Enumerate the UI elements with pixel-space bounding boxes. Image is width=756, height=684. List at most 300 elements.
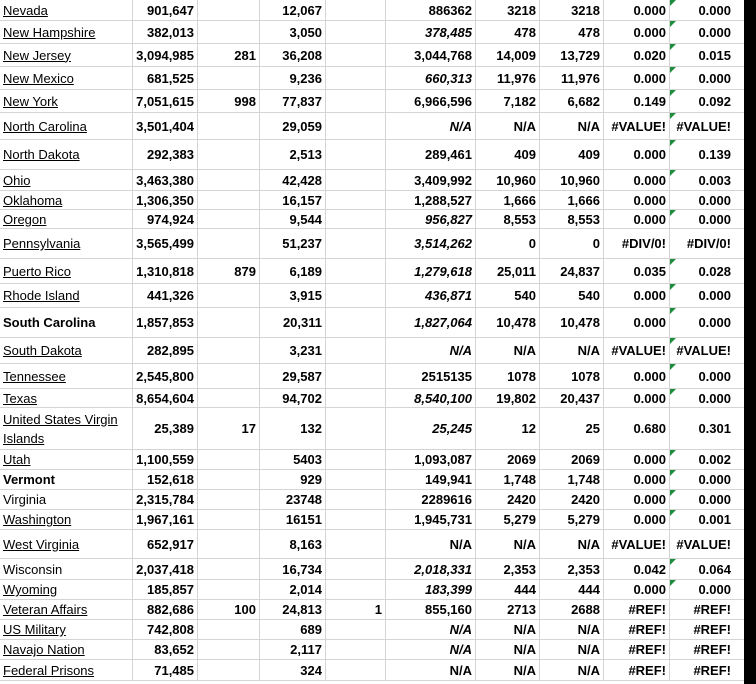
value-e-cell[interactable] — [476, 191, 540, 209]
state-name-cell[interactable] — [0, 90, 133, 112]
value-d-cell[interactable] — [386, 308, 476, 337]
value-d-cell[interactable] — [386, 210, 476, 228]
value-b-cell[interactable] — [260, 259, 326, 283]
value-a-cell[interactable] — [198, 140, 260, 169]
value-f-cell[interactable] — [540, 510, 604, 529]
value-b-cell[interactable] — [260, 490, 326, 509]
ratio-a-cell[interactable] — [604, 580, 670, 599]
value-d-cell[interactable] — [386, 530, 476, 558]
population-cell[interactable] — [133, 510, 198, 529]
value-b-cell[interactable] — [260, 210, 326, 228]
population-cell[interactable] — [133, 284, 198, 307]
population-cell[interactable] — [133, 113, 198, 139]
ratio-b-cell[interactable] — [670, 389, 734, 407]
value-b-cell[interactable] — [260, 229, 326, 258]
value-c-cell[interactable] — [326, 510, 386, 529]
value-d-cell[interactable] — [386, 559, 476, 579]
population-cell[interactable] — [133, 530, 198, 558]
value-a-cell[interactable] — [198, 660, 260, 680]
value-c-cell[interactable] — [326, 580, 386, 599]
value-a-cell[interactable] — [198, 210, 260, 228]
value-c-cell[interactable] — [326, 170, 386, 190]
value-c-cell[interactable] — [326, 308, 386, 337]
value-d-cell[interactable] — [386, 259, 476, 283]
ratio-b-cell[interactable] — [670, 364, 734, 388]
value-e-cell[interactable] — [476, 338, 540, 363]
ratio-b-text: 0.003 — [698, 172, 731, 188]
population-cell[interactable] — [133, 408, 198, 449]
state-name-cell[interactable] — [0, 21, 133, 43]
value-c-cell[interactable] — [326, 284, 386, 307]
state-name-cell[interactable] — [0, 140, 133, 169]
value-e-cell[interactable] — [476, 530, 540, 558]
value-e-cell[interactable] — [476, 90, 540, 112]
population-cell[interactable] — [133, 0, 198, 20]
value-b-cell[interactable] — [260, 191, 326, 209]
value-c-cell[interactable] — [326, 600, 386, 619]
value-d-text: N/A — [449, 622, 472, 637]
state-name-cell[interactable] — [0, 210, 133, 228]
value-a-cell[interactable] — [198, 21, 260, 43]
state-name-cell[interactable] — [0, 364, 133, 388]
ratio-a-cell[interactable] — [604, 530, 670, 558]
population-cell[interactable] — [133, 470, 198, 489]
ratio-b-cell[interactable] — [670, 191, 734, 209]
value-a-cell[interactable] — [198, 0, 260, 20]
value-a-cell[interactable] — [198, 620, 260, 639]
value-d-cell[interactable] — [386, 0, 476, 20]
ratio-a-cell[interactable] — [604, 660, 670, 680]
value-e-cell[interactable] — [476, 580, 540, 599]
population-cell[interactable] — [133, 229, 198, 258]
value-d-cell[interactable] — [386, 284, 476, 307]
value-e-cell[interactable] — [476, 170, 540, 190]
value-c-cell[interactable] — [326, 470, 386, 489]
value-e-cell[interactable] — [476, 640, 540, 659]
ratio-b-cell[interactable] — [670, 450, 734, 469]
population-cell[interactable] — [133, 450, 198, 469]
value-f-cell[interactable] — [540, 170, 604, 190]
population-cell[interactable] — [133, 308, 198, 337]
ratio-a-cell[interactable] — [604, 389, 670, 407]
state-name-cell[interactable] — [0, 620, 133, 639]
state-name-cell[interactable] — [0, 470, 133, 489]
value-b-cell[interactable] — [260, 620, 326, 639]
value-a-cell[interactable] — [198, 284, 260, 307]
population-cell[interactable] — [133, 44, 198, 66]
value-e-cell[interactable] — [476, 620, 540, 639]
value-c-cell[interactable] — [326, 530, 386, 558]
value-d-cell[interactable] — [386, 490, 476, 509]
ratio-b-cell[interactable] — [670, 640, 734, 659]
value-f-cell[interactable] — [540, 308, 604, 337]
value-f-cell[interactable] — [540, 210, 604, 228]
value-d-cell[interactable] — [386, 510, 476, 529]
value-e-cell[interactable] — [476, 259, 540, 283]
state-name-cell[interactable] — [0, 67, 133, 89]
ratio-b-cell[interactable] — [670, 44, 734, 66]
value-c-cell[interactable] — [326, 408, 386, 449]
value-e-cell[interactable] — [476, 600, 540, 619]
value-b-cell[interactable] — [260, 580, 326, 599]
value-f-cell[interactable] — [540, 620, 604, 639]
value-b-cell[interactable] — [260, 44, 326, 66]
value-a-cell[interactable] — [198, 450, 260, 469]
value-b-cell[interactable] — [260, 67, 326, 89]
state-name-cell[interactable] — [0, 580, 133, 599]
value-d-cell[interactable] — [386, 580, 476, 599]
ratio-a-cell[interactable] — [604, 490, 670, 509]
state-name-cell[interactable] — [0, 640, 133, 659]
value-f-cell[interactable] — [540, 490, 604, 509]
ratio-a-cell[interactable] — [604, 21, 670, 43]
state-name-cell[interactable] — [0, 44, 133, 66]
state-name-cell[interactable] — [0, 530, 133, 558]
value-f-cell[interactable] — [540, 389, 604, 407]
ratio-b-cell[interactable] — [670, 113, 734, 139]
value-a-cell[interactable] — [198, 90, 260, 112]
value-f-text: 1,748 — [567, 472, 600, 487]
value-b-cell[interactable] — [260, 364, 326, 388]
value-f-cell[interactable] — [540, 600, 604, 619]
value-c-cell[interactable] — [326, 191, 386, 209]
ratio-b-cell[interactable] — [670, 308, 734, 337]
state-name-cell[interactable] — [0, 113, 133, 139]
value-c-cell[interactable] — [326, 259, 386, 283]
value-c-cell[interactable] — [326, 67, 386, 89]
population-cell[interactable] — [133, 67, 198, 89]
ratio-b-cell[interactable] — [670, 600, 734, 619]
value-e-cell[interactable] — [476, 559, 540, 579]
value-b-cell[interactable] — [260, 338, 326, 363]
value-a-cell[interactable] — [198, 44, 260, 66]
ratio-a-cell[interactable] — [604, 338, 670, 363]
value-a-cell[interactable] — [198, 308, 260, 337]
population-cell[interactable] — [133, 338, 198, 363]
value-d-cell[interactable] — [386, 229, 476, 258]
ratio-b-cell[interactable] — [670, 229, 734, 258]
value-d-cell[interactable] — [386, 389, 476, 407]
ratio-b-cell[interactable] — [670, 90, 734, 112]
ratio-b-cell[interactable] — [670, 140, 734, 169]
value-e-cell[interactable] — [476, 660, 540, 680]
value-c-cell[interactable] — [326, 44, 386, 66]
ratio-a-cell[interactable] — [604, 67, 670, 89]
value-c-cell[interactable] — [326, 640, 386, 659]
ratio-a-cell[interactable] — [604, 364, 670, 388]
value-a-cell[interactable] — [198, 170, 260, 190]
population-cell[interactable] — [133, 490, 198, 509]
value-b-cell[interactable] — [260, 640, 326, 659]
value-b-cell[interactable] — [260, 0, 326, 20]
ratio-a-cell[interactable] — [604, 470, 670, 489]
ratio-a-cell[interactable] — [604, 308, 670, 337]
value-c-cell[interactable] — [326, 364, 386, 388]
value-c-cell[interactable] — [326, 0, 386, 20]
value-c-cell[interactable] — [326, 559, 386, 579]
ratio-b-cell[interactable] — [670, 510, 734, 529]
value-c-cell[interactable] — [326, 21, 386, 43]
value-e-cell[interactable] — [476, 510, 540, 529]
value-e-cell[interactable] — [476, 308, 540, 337]
value-f-cell[interactable] — [540, 140, 604, 169]
value-e-cell[interactable] — [476, 113, 540, 139]
value-f-cell[interactable] — [540, 259, 604, 283]
state-name-cell[interactable] — [0, 259, 133, 283]
state-name-cell[interactable] — [0, 559, 133, 579]
value-b-cell[interactable] — [260, 113, 326, 139]
ratio-b-cell[interactable] — [670, 170, 734, 190]
value-a-cell[interactable] — [198, 530, 260, 558]
value-c-cell[interactable] — [326, 229, 386, 258]
value-a-cell[interactable] — [198, 600, 260, 619]
population-cell[interactable] — [133, 21, 198, 43]
ratio-a-cell[interactable] — [604, 559, 670, 579]
state-name-cell[interactable] — [0, 338, 133, 363]
value-b-cell[interactable] — [260, 450, 326, 469]
value-e-cell[interactable] — [476, 210, 540, 228]
value-f-cell[interactable] — [540, 530, 604, 558]
value-b-cell[interactable] — [260, 170, 326, 190]
ratio-a-cell[interactable] — [604, 600, 670, 619]
value-a-cell[interactable] — [198, 408, 260, 449]
ratio-b-cell[interactable] — [670, 470, 734, 489]
value-f-cell[interactable] — [540, 559, 604, 579]
value-e-cell[interactable] — [476, 284, 540, 307]
value-c-cell[interactable] — [326, 490, 386, 509]
population-cell[interactable] — [133, 559, 198, 579]
ratio-a-cell[interactable] — [604, 259, 670, 283]
value-e-cell[interactable] — [476, 490, 540, 509]
value-f-cell[interactable] — [540, 450, 604, 469]
state-name-cell[interactable] — [0, 389, 133, 407]
value-f-cell[interactable] — [540, 660, 604, 680]
value-d-cell[interactable] — [386, 21, 476, 43]
value-b-cell[interactable] — [260, 600, 326, 619]
value-b-cell[interactable] — [260, 470, 326, 489]
value-d-cell[interactable] — [386, 170, 476, 190]
value-e-cell[interactable] — [476, 389, 540, 407]
value-f-cell[interactable] — [540, 580, 604, 599]
value-e-cell[interactable] — [476, 44, 540, 66]
ratio-a-cell[interactable] — [604, 140, 670, 169]
value-c-cell[interactable] — [326, 450, 386, 469]
value-f-cell[interactable] — [540, 284, 604, 307]
value-c-cell[interactable] — [326, 210, 386, 228]
value-a-cell[interactable] — [198, 580, 260, 599]
ratio-a-cell[interactable] — [604, 44, 670, 66]
value-f-cell[interactable] — [540, 364, 604, 388]
ratio-a-cell[interactable] — [604, 170, 670, 190]
value-e-cell[interactable] — [476, 140, 540, 169]
value-d-cell[interactable] — [386, 140, 476, 169]
value-e-cell[interactable] — [476, 470, 540, 489]
population-cell[interactable] — [133, 600, 198, 619]
ratio-a-cell[interactable] — [604, 90, 670, 112]
value-c-cell[interactable] — [326, 113, 386, 139]
value-f-cell[interactable] — [540, 67, 604, 89]
value-a-cell[interactable] — [198, 259, 260, 283]
population-cell[interactable] — [133, 90, 198, 112]
ratio-a-cell[interactable] — [604, 450, 670, 469]
ratio-a-cell[interactable] — [604, 229, 670, 258]
ratio-a-cell[interactable] — [604, 0, 670, 20]
ratio-b-cell[interactable] — [670, 530, 734, 558]
value-d-cell[interactable] — [386, 620, 476, 639]
value-c-cell[interactable] — [326, 389, 386, 407]
state-name-cell[interactable] — [0, 510, 133, 529]
value-d-cell[interactable] — [386, 338, 476, 363]
value-b-cell[interactable] — [260, 308, 326, 337]
value-e-text: N/A — [513, 118, 536, 134]
state-name-cell[interactable] — [0, 191, 133, 209]
ratio-a-cell[interactable] — [604, 284, 670, 307]
value-e-cell[interactable] — [476, 450, 540, 469]
value-e-cell[interactable] — [476, 229, 540, 258]
value-f-cell[interactable] — [540, 90, 604, 112]
value-b-cell[interactable] — [260, 21, 326, 43]
population-cell[interactable] — [133, 170, 198, 190]
state-name-cell[interactable] — [0, 660, 133, 680]
population-cell[interactable] — [133, 259, 198, 283]
value-e-cell[interactable] — [476, 408, 540, 449]
population-cell[interactable] — [133, 660, 198, 680]
value-d-cell[interactable] — [386, 640, 476, 659]
state-name-cell[interactable] — [0, 600, 133, 619]
population-cell[interactable] — [133, 620, 198, 639]
state-name-cell[interactable] — [0, 490, 133, 509]
ratio-a-cell[interactable] — [604, 510, 670, 529]
value-d-cell[interactable] — [386, 660, 476, 680]
ratio-a-cell[interactable] — [604, 191, 670, 209]
value-e-cell[interactable] — [476, 21, 540, 43]
ratio-a-cell[interactable] — [604, 620, 670, 639]
value-f-cell[interactable] — [540, 338, 604, 363]
value-a-cell[interactable] — [198, 490, 260, 509]
value-f-cell[interactable] — [540, 113, 604, 139]
value-a-cell[interactable] — [198, 510, 260, 529]
value-c-cell[interactable] — [326, 90, 386, 112]
value-a-cell[interactable] — [198, 113, 260, 139]
ratio-b-cell[interactable] — [670, 0, 734, 20]
value-e-cell[interactable] — [476, 67, 540, 89]
value-d-cell[interactable] — [386, 90, 476, 112]
value-f-cell[interactable] — [540, 640, 604, 659]
value-a-cell[interactable] — [198, 191, 260, 209]
value-c-cell[interactable] — [326, 140, 386, 169]
value-b-cell[interactable] — [260, 140, 326, 169]
ratio-b-cell[interactable] — [670, 210, 734, 228]
ratio-a-cell[interactable] — [604, 113, 670, 139]
value-f-cell[interactable] — [540, 470, 604, 489]
population-cell[interactable] — [133, 140, 198, 169]
value-e-cell[interactable] — [476, 364, 540, 388]
state-name-cell[interactable] — [0, 308, 133, 337]
value-d-cell[interactable] — [386, 44, 476, 66]
value-b-cell[interactable] — [260, 90, 326, 112]
state-name-cell[interactable] — [0, 170, 133, 190]
value-a-cell[interactable] — [198, 67, 260, 89]
value-a-cell[interactable] — [198, 338, 260, 363]
state-name-cell[interactable] — [0, 229, 133, 258]
value-f-cell[interactable] — [540, 21, 604, 43]
population-cell[interactable] — [133, 580, 198, 599]
value-a-cell[interactable] — [198, 470, 260, 489]
ratio-a-cell[interactable] — [604, 210, 670, 228]
value-a-cell[interactable] — [198, 229, 260, 258]
value-d-cell[interactable] — [386, 67, 476, 89]
ratio-b-cell[interactable] — [670, 559, 734, 579]
value-d-cell[interactable] — [386, 408, 476, 449]
population-cell[interactable] — [133, 364, 198, 388]
ratio-a-cell[interactable] — [604, 408, 670, 449]
ratio-b-cell[interactable] — [670, 259, 734, 283]
population-cell[interactable] — [133, 640, 198, 659]
value-d-cell[interactable] — [386, 364, 476, 388]
value-d-cell[interactable] — [386, 470, 476, 489]
value-d-cell[interactable] — [386, 113, 476, 139]
ratio-b-cell[interactable] — [670, 284, 734, 307]
value-e-cell[interactable] — [476, 0, 540, 20]
value-a-cell[interactable] — [198, 364, 260, 388]
value-f-cell[interactable] — [540, 44, 604, 66]
ratio-a-cell[interactable] — [604, 640, 670, 659]
value-f-cell[interactable] — [540, 191, 604, 209]
state-name-cell[interactable] — [0, 284, 133, 307]
ratio-b-cell[interactable] — [670, 338, 734, 363]
ratio-b-cell[interactable] — [670, 580, 734, 599]
value-b-cell[interactable] — [260, 559, 326, 579]
ratio-b-cell[interactable] — [670, 620, 734, 639]
table-row — [0, 510, 744, 530]
ratio-b-text: #DIV/0! — [686, 236, 731, 251]
state-name-cell[interactable] — [0, 0, 133, 20]
value-a-cell[interactable] — [198, 640, 260, 659]
value-c-cell[interactable] — [326, 620, 386, 639]
value-f-cell[interactable] — [540, 0, 604, 20]
value-d-text: 3,044,768 — [414, 47, 472, 63]
value-a-cell[interactable] — [198, 559, 260, 579]
table-row — [0, 67, 744, 90]
ratio-b-cell[interactable] — [670, 408, 734, 449]
population-cell[interactable] — [133, 191, 198, 209]
population-cell[interactable] — [133, 389, 198, 407]
population-cell[interactable] — [133, 210, 198, 228]
value-b-cell[interactable] — [260, 408, 326, 449]
value-b-cell[interactable] — [260, 284, 326, 307]
value-c-cell[interactable] — [326, 338, 386, 363]
value-c-cell[interactable] — [326, 660, 386, 680]
ratio-b-cell[interactable] — [670, 660, 734, 680]
value-b-text: 51,237 — [282, 236, 322, 251]
state-name-cell[interactable] — [0, 408, 133, 449]
ratio-b-cell[interactable] — [670, 21, 734, 43]
value-b-cell[interactable] — [260, 660, 326, 680]
value-d-cell[interactable] — [386, 450, 476, 469]
value-d-cell[interactable] — [386, 600, 476, 619]
value-f-cell[interactable] — [540, 229, 604, 258]
ratio-b-cell[interactable] — [670, 490, 734, 509]
state-name-cell[interactable] — [0, 450, 133, 469]
value-b-cell[interactable] — [260, 389, 326, 407]
value-f-cell[interactable] — [540, 408, 604, 449]
value-d-cell[interactable] — [386, 191, 476, 209]
value-b-cell[interactable] — [260, 510, 326, 529]
value-b-cell[interactable] — [260, 530, 326, 558]
value-a-cell[interactable] — [198, 389, 260, 407]
ratio-b-cell[interactable] — [670, 67, 734, 89]
value-d-text: 2289616 — [421, 492, 472, 507]
